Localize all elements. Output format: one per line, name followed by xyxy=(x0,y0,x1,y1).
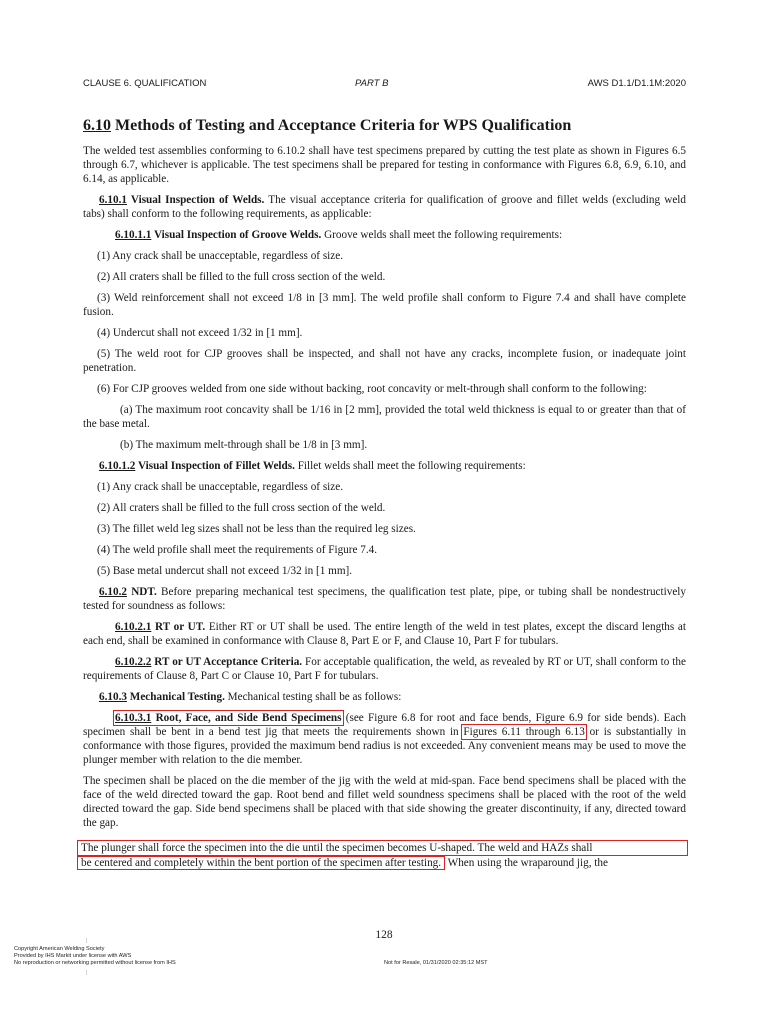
plunger-tail-text: When using the wraparound jig, the xyxy=(445,857,608,869)
specimen-placement-paragraph: The specimen shall be placed on the die member of the jig with the weld at mid-span. Face bend specimens shall be placed with the face of the weld directed toward the gap. Root bend and fillet weld soundness specimens shall be placed with the root of the weld directed toward the gap. Side bend specimens shall be placed with that side showing the greater discontinuity, if any, directed toward the gap. xyxy=(83,775,686,829)
running-header-clause: CLAUSE 6. QUALIFICATION xyxy=(83,78,207,89)
groove-item-6: (6) For CJP grooves welded from one side without backing, root concavity or melt-through shall conform to the following: xyxy=(97,383,647,395)
para-6-10-3-1: 6.10.3.1 Root, Face, and Side Bend Specimens (see Figure 6.8 for root and face bends, Figure 6.9 for side bends). Each specimen shall be bent in a bend test jig that meets the requirements shown in Figures 6.11 through 6.13 or is substantially in conformance with those figures, provided the maximum bend radius is not exceeded. Any convenient means may be used to move the plunger member with relation to the die member. xyxy=(83,712,686,766)
intro-paragraph: The welded test assemblies conforming to 6.10.2 shall have test specimens prepared by cutting the test plate as shown in Figures 6.5 through 6.7, whichever is applicable. The test specimens shall be prepared for testing in conformance with Figures 6.8, 6.9, 6.10, and 6.14, as applicable. xyxy=(83,145,686,185)
document-body xyxy=(83,116,686,870)
para-6-10-1-1: 6.10.1.1 Visual Inspection of Groove Welds. Groove welds shall meet the following requirements: xyxy=(115,229,563,241)
para-6-10-2-2: 6.10.2.2 RT or UT Acceptance Criteria. For acceptable qualification, the weld, as revealed by RT or UT, shall conform to the requirements of Clause 8, Part C or Clause 10, Part F for tubulars. xyxy=(83,656,686,682)
groove-item-6b: (b) The maximum melt-through shall be 1/8 in [3 mm]. xyxy=(120,439,368,451)
para-6-10-1: 6.10.1 Visual Inspection of Welds. The visual acceptance criteria for qualification of groove and fillet welds (excluding weld tabs) shall conform to the following requirements, as applicable: xyxy=(83,194,686,220)
groove-item-5: (5) The weld root for CJP grooves shall be inspected, and shall not have any cracks, incomplete fusion, or inadequate joint penetration. xyxy=(83,348,686,374)
plunger-paragraph xyxy=(83,840,686,870)
figures-highlight: Figures 6.11 through 6.13 xyxy=(463,726,585,738)
running-header-part: PART B xyxy=(355,78,389,89)
groove-item-1: (1) Any crack shall be unacceptable, regardless of size. xyxy=(97,250,344,262)
para-6-10-1-2: 6.10.1.2 Visual Inspection of Fillet Welds. Fillet welds shall meet the following requirements: xyxy=(99,460,526,472)
fillet-item-4: (4) The weld profile shall meet the requirements of Figure 7.4. xyxy=(97,544,378,556)
copyright-notice: Copyright American Welding Society Provided by IHS Markit under license with AWS No reproduction or networking permitted without license from IHS xyxy=(14,946,176,966)
fillet-item-1: (1) Any crack shall be unacceptable, regardless of size. xyxy=(97,481,344,493)
resale-notice: Not for Resale, 01/31/2020 02:35:12 MST xyxy=(384,960,488,966)
margin-tick: ¦ xyxy=(86,970,88,976)
groove-item-6a: (a) The maximum root concavity shall be 1/16 in [2 mm], provided the total weld thickness is equal to or greater than that of the base metal. xyxy=(83,404,686,430)
running-header-standard: AWS D1.1/D1.1M:2020 xyxy=(587,78,686,89)
para-6-10-2-1: 6.10.2.1 RT or UT. Either RT or UT shall be used. The entire length of the weld in test plates, except the discard lengths at each end, shall be examined in conformance with Clause 8, Part E or F, and Clause 10, Part F for tubulars. xyxy=(83,621,686,647)
groove-item-4: (4) Undercut shall not exceed 1/32 in [1 mm]. xyxy=(97,327,303,339)
para-6-10-2: 6.10.2 NDT. Before preparing mechanical test specimens, the qualification test plate, pipe, or tubing shall be nondestructively tested for soundness as follows: xyxy=(83,586,686,612)
para-6-10-3: 6.10.3 Mechanical Testing. Mechanical testing shall be as follows: xyxy=(99,691,402,703)
fillet-item-3: (3) The fillet weld leg sizes shall not be less than the required leg sizes. xyxy=(97,523,416,535)
fillet-item-2: (2) All craters shall be filled to the full cross section of the weld. xyxy=(97,502,386,514)
page-number: 128 xyxy=(375,929,393,941)
groove-item-3: (3) Weld reinforcement shall not exceed 1/8 in [3 mm]. The weld profile shall conform to Figure 7.4 and shall have complete fusion. xyxy=(83,292,686,318)
section-title: 6.10 Methods of Testing and Acceptance Criteria for WPS Qualification xyxy=(83,117,572,134)
plunger-highlight-line-1: The plunger shall force the specimen into the die until the specimen becomes U-shaped. The weld and HAZs shall xyxy=(77,840,688,856)
margin-tick: ¦ xyxy=(86,938,88,944)
bend-specimens-highlight: 6.10.3.1 Root, Face, and Side Bend Specimens xyxy=(115,712,342,724)
fillet-item-5: (5) Base metal undercut shall not exceed 1/32 in [1 mm]. xyxy=(97,565,353,577)
plunger-highlight-line-2: be centered and completely within the bent portion of the specimen after testing. xyxy=(77,856,445,870)
groove-item-2: (2) All craters shall be filled to the full cross section of the weld. xyxy=(97,271,386,283)
